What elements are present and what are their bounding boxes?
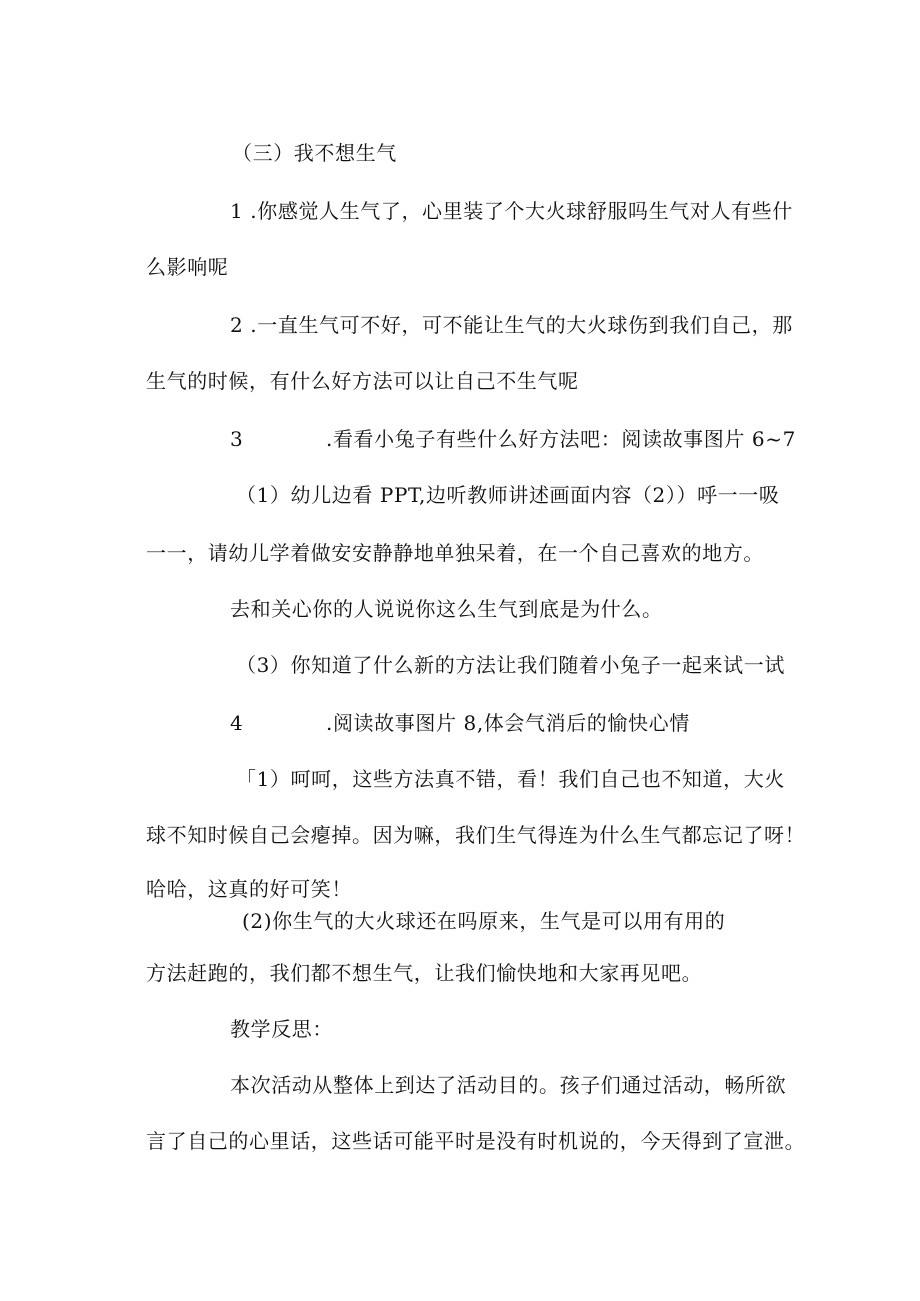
item-2-line-2: 生气的时候，有什么好方法可以让自己不生气呢 (146, 369, 579, 393)
item-1-line-1: 1 .你感觉人生气了，心里装了个大火球舒服吗生气对人有些什 (230, 199, 793, 223)
item-3-sub-1-line-1: （1）幼儿边看 PPT,边听教师讲述画面内容（2））呼一一吸 (236, 483, 780, 507)
item-3-sub-1-line-2: 一一，请幼儿学着做安安静静地单独呆着，在一个自己喜欢的地方。 (146, 541, 764, 565)
item-4-sub-2-line-1: (2)你生气的大火球还在吗原来，生气是可以用有用的 (242, 909, 726, 933)
reflection-heading: 教学反思： (230, 1017, 333, 1041)
item-3-number: 3 (230, 427, 243, 451)
item-2-line-1: 2 .一直生气可不好，可不能让生气的大火球伤到我们自己，那 (230, 313, 793, 337)
item-4-text: .阅读故事图片 8,体会气消后的愉快心情 (326, 711, 690, 735)
item-4-number: 4 (230, 711, 243, 735)
item-1-line-2: 么影响呢 (146, 255, 229, 279)
item-3-text: .看看小兔子有些什么好方法吧：阅读故事图片 6~7 (326, 427, 796, 451)
item-4-sub-1-line-1: 「1）呵呵，这些方法真不错，看！我们自己也不知道，大火 (236, 767, 785, 791)
reflection-line-2: 言了自己的心里话，这些话可能平时是没有时机说的，今天得到了宣泄。 (146, 1129, 806, 1153)
item-4-sub-1-line-3: 哈哈，这真的好可笑！ (146, 877, 352, 901)
item-3-sub-3: （3）你知道了什么新的方法让我们随着小兔子一起来试一试 (236, 653, 785, 677)
reflection-line-1: 本次活动从整体上到达了活动目的。孩子们通过活动，畅所欲 (230, 1073, 787, 1097)
item-3-sub-1-line-3: 去和关心你的人说说你这么生气到底是为什么。 (230, 597, 663, 621)
item-4-sub-1-line-2: 球不知时候自己会瘪掉。因为嘛，我们生气得连为什么生气都忘记了呀！ (146, 823, 806, 847)
item-4-sub-2-line-2: 方法赶跑的，我们都不想生气，让我们愉快地和大家再见吧。 (146, 961, 703, 985)
section-heading: （三）我不想生气 (232, 141, 397, 165)
